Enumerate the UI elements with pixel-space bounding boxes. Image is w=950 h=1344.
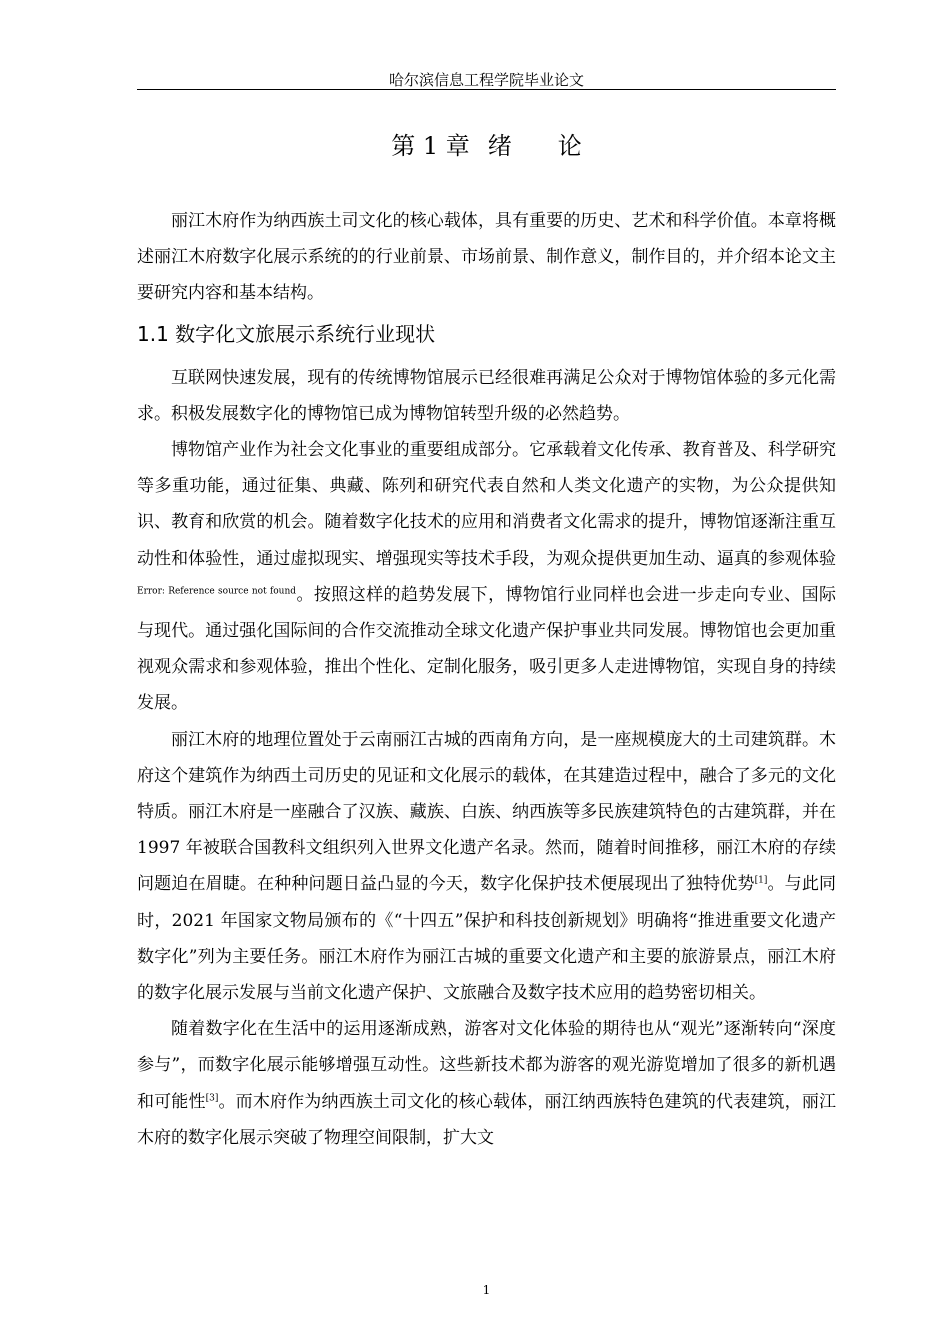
body-paragraph-1: 互联网快速发展，现有的传统博物馆展示已经很难再满足公众对于博物馆体验的多元化需求。积极发展数字化的博物馆已成为博物馆转型升级的必然趋势。 bbox=[137, 367, 836, 424]
body-paragraph-2 bbox=[137, 432, 836, 722]
page-number: 1 bbox=[482, 1283, 491, 1297]
body-paragraph-3 bbox=[137, 722, 836, 1012]
chapter-title-word-1: 绪 bbox=[487, 132, 512, 160]
paragraph-3-text-a: 丽江木府的地理位置处于云南丽江古城的西南角方向，是一座规模庞大的土司建筑群。木府这个建筑作为纳西土司历史的见证和文化展示的载体，在其建造过程中，融合了多元的文化特质。丽江木府是一座融合了汉族、藏族、白族、纳西族等多民族建筑特色的古建筑群，并在 1997 年被联合国教科文组织列入世界文化遗产名录。然而，随着时间推移，丽江木府的存续问题迫在眉睫。在种种问题日益凸显的今天，数字化保护技术便展现出了独特优势 bbox=[137, 729, 836, 895]
page-body bbox=[137, 203, 836, 1156]
paragraph-4-text-a: 随着数字化在生活中的运用逐渐成熟，游客对文化体验的期待也从“观光”逐渐转向“深度参与”，而数字化展示能够增强互动性。这些新技术都为游客的观光游览增加了很多的新机遇和可能性 bbox=[137, 1019, 836, 1112]
paragraph-2-text-a: 博物馆产业作为社会文化事业的重要组成部分。它承载着文化传承、教育普及、科学研究等多重功能，通过征集、典藏、陈列和研究代表自然和人类文化遗产的实物，为公众提供知识、教育和欣赏的机会。随着数字化技术的应用和消费者文化需求的提升，博物馆逐渐注重互动性和体验性，通过虚拟现实、增强现实等技术手段，为观众提供更加生动、逼真的参观体验 bbox=[137, 440, 836, 569]
header-rule bbox=[137, 89, 836, 90]
page-header: 哈尔滨信息工程学院毕业论文 bbox=[388, 71, 584, 89]
chapter-title-word-2: 论 bbox=[557, 132, 582, 160]
paragraph-2-text-b: 。按照这样的趋势发展下，博物馆行业同样也会进一步走向专业、国际与现代。通过强化国际间的合作交流推动全球文化遗产保护事业共同发展。博物馆也会更加重视观众需求和参观体验，推出个性化、定制化服务，吸引更多人走进博物馆，实现自身的持续发展。 bbox=[137, 584, 837, 714]
citation-3: [3] bbox=[205, 1093, 219, 1104]
chapter-title bbox=[137, 128, 836, 168]
paragraph-3-text-b: 。与此同时，2021 年国家文物局颁布的《“十四五”保护和科技创新规划》明确将“推进重要文化遗产数字化”列为主要任务。丽江木府作为丽江古城的重要文化遗产和主要的旅游景点，丽江木府的数字化展示发展与当前文化遗产保护、文旅融合及数字技术应用的趋势密切相关。 bbox=[137, 874, 836, 1004]
citation-1: [1] bbox=[754, 875, 768, 886]
section-heading: 1.1 数字化文旅展示系统行业现状 bbox=[137, 321, 436, 346]
reference-error-note: Error: Reference source not found bbox=[137, 586, 297, 597]
paragraph-4-text-b: 。而木府作为纳西族土司文化的核心载体，丽江纳西族特色建筑的代表建筑，丽江木府的数字化展示突破了物理空间限制，扩大文 bbox=[137, 1091, 836, 1148]
body-paragraph-4 bbox=[137, 1011, 836, 1156]
chapter-number: 第 1 章 bbox=[391, 132, 470, 160]
intro-paragraph: 丽江木府作为纳西族土司文化的核心载体，具有重要的历史、艺术和科学价值。本章将概述丽江木府数字化展示系统的的行业前景、市场前景、制作意义，制作目的，并介绍本论文主要研究内容和基本结构。 bbox=[137, 211, 836, 304]
